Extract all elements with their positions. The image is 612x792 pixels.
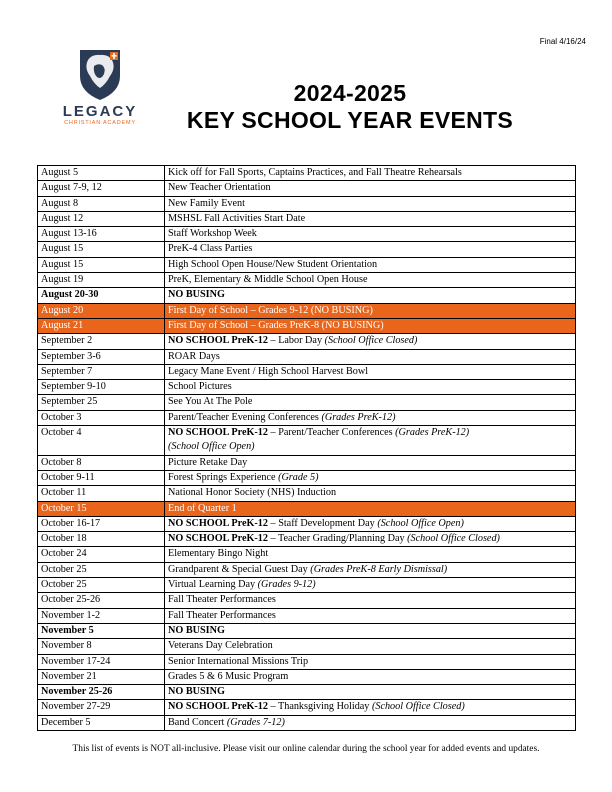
event-date: September 3-6	[38, 349, 165, 364]
event-text: (Grades PreK-8 Early Dismissal)	[310, 563, 448, 575]
event-text: NO SCHOOL PreK-12	[168, 335, 268, 347]
event-description	[165, 318, 576, 333]
event-text: (Grade 5)	[278, 471, 319, 483]
lion-shield-icon	[76, 46, 124, 102]
event-text: NO BUSING	[168, 624, 225, 636]
event-date: September 2	[38, 334, 165, 349]
event-description	[165, 547, 576, 562]
event-date: December 5	[38, 715, 165, 730]
event-text: – Thanksgiving Holiday	[268, 701, 372, 713]
event-description	[165, 700, 576, 715]
event-description	[165, 715, 576, 730]
event-text: Staff Workshop Week	[168, 228, 257, 240]
event-description	[165, 562, 576, 577]
event-description	[165, 685, 576, 700]
event-date: August 15	[38, 257, 165, 272]
event-text: (Grades PreK-12)	[321, 411, 396, 423]
table-row	[38, 470, 576, 485]
event-date: October 9-11	[38, 470, 165, 485]
table-row	[38, 364, 576, 379]
event-date: October 25-26	[38, 593, 165, 608]
event-text: New Family Event	[168, 197, 245, 209]
event-text: (Grades 7-12)	[226, 716, 285, 728]
table-row	[38, 288, 576, 303]
table-row	[38, 532, 576, 547]
event-date: November 8	[38, 639, 165, 654]
event-description	[165, 211, 576, 226]
event-description	[165, 364, 576, 379]
event-description	[165, 196, 576, 211]
event-text: New Teacher Orientation	[168, 182, 271, 194]
event-text: School Pictures	[168, 381, 232, 393]
event-date: September 25	[38, 395, 165, 410]
event-date: August 12	[38, 211, 165, 226]
table-row	[38, 410, 576, 425]
table-row	[38, 562, 576, 577]
event-description	[165, 303, 576, 318]
event-description	[165, 654, 576, 669]
event-text: Virtual Learning Day	[168, 579, 258, 591]
event-description	[165, 288, 576, 303]
event-date: November 21	[38, 669, 165, 684]
event-text: MSHSL Fall Activities Start Date	[168, 212, 306, 224]
event-date: November 25-26	[38, 685, 165, 700]
table-row	[38, 623, 576, 638]
event-description	[165, 608, 576, 623]
event-description	[165, 623, 576, 638]
event-date: October 25	[38, 562, 165, 577]
event-description	[165, 410, 576, 425]
logo-wordmark: LEGACY	[62, 103, 138, 120]
event-description	[165, 349, 576, 364]
table-row	[38, 501, 576, 516]
events-table	[37, 165, 576, 731]
table-row	[38, 211, 576, 226]
event-text: – Teacher Grading/Planning Day	[268, 533, 408, 545]
table-row	[38, 380, 576, 395]
event-date: October 15	[38, 501, 165, 516]
event-text: – Parent/Teacher Conferences	[268, 427, 396, 439]
event-description	[165, 257, 576, 272]
event-description	[165, 395, 576, 410]
page-title	[150, 80, 550, 134]
event-text: NO SCHOOL PreK-12	[168, 517, 268, 529]
event-text: (Grades PreK-12)	[395, 427, 470, 439]
table-row	[38, 455, 576, 470]
event-text: (School Office Open)	[168, 441, 255, 453]
table-row	[38, 654, 576, 669]
event-date: October 25	[38, 578, 165, 593]
table-row	[38, 578, 576, 593]
table-row	[38, 166, 576, 181]
event-description	[165, 380, 576, 395]
event-text: Band Concert	[168, 716, 227, 728]
table-row	[38, 318, 576, 333]
event-description	[165, 593, 576, 608]
table-row	[38, 395, 576, 410]
event-text: Fall Theater Performances	[168, 594, 276, 606]
events-table-body	[38, 166, 576, 731]
event-date: September 9-10	[38, 380, 165, 395]
event-date: August 20	[38, 303, 165, 318]
event-description	[165, 242, 576, 257]
event-text: Kick off for Fall Sports, Captains Practices, and Fall Theatre Rehearsals	[168, 167, 462, 178]
event-date: October 24	[38, 547, 165, 562]
event-text: Grades 5 & 6 Music Program	[168, 670, 289, 682]
table-row	[38, 516, 576, 531]
table-row	[38, 426, 576, 456]
event-description	[165, 334, 576, 349]
event-date: October 3	[38, 410, 165, 425]
event-date: October 16-17	[38, 516, 165, 531]
table-row	[38, 685, 576, 700]
event-description	[165, 669, 576, 684]
event-description	[165, 578, 576, 593]
event-description	[165, 532, 576, 547]
table-row	[38, 334, 576, 349]
event-date: October 18	[38, 532, 165, 547]
table-row	[38, 593, 576, 608]
event-description	[165, 470, 576, 485]
title-year: 2024-2025	[293, 80, 407, 106]
logo-subtitle: CHRISTIAN ACADEMY	[64, 120, 136, 126]
event-text: Picture Retake Day	[168, 456, 248, 468]
table-row	[38, 303, 576, 318]
event-text: (Grades 9-12)	[257, 579, 316, 591]
event-text: (School Office Closed)	[407, 533, 500, 545]
event-date: August 20-30	[38, 288, 165, 303]
table-row	[38, 608, 576, 623]
event-text: Veterans Day Celebration	[168, 640, 273, 652]
table-row	[38, 273, 576, 288]
event-date: October 8	[38, 455, 165, 470]
school-logo	[44, 40, 156, 134]
event-description	[165, 426, 576, 456]
event-text: Forest Springs Experience	[168, 471, 279, 483]
event-text: – Staff Development Day	[268, 517, 378, 529]
table-row	[38, 715, 576, 730]
event-text: (School Office Open)	[377, 517, 464, 529]
event-date: August 13-16	[38, 227, 165, 242]
event-date: October 11	[38, 486, 165, 501]
table-row	[38, 181, 576, 196]
event-text: NO SCHOOL PreK-12	[168, 427, 268, 439]
event-date: August 8	[38, 196, 165, 211]
event-text: NO SCHOOL PreK-12	[168, 533, 268, 545]
event-date: August 5	[38, 166, 165, 181]
event-text: Parent/Teacher Evening Conferences	[168, 411, 322, 423]
title-heading: KEY SCHOOL YEAR EVENTS	[186, 107, 514, 133]
event-text: Senior International Missions Trip	[168, 655, 309, 667]
event-date: August 19	[38, 273, 165, 288]
event-description	[165, 227, 576, 242]
event-date: November 1-2	[38, 608, 165, 623]
table-row	[38, 242, 576, 257]
event-date: August 21	[38, 318, 165, 333]
event-date: November 5	[38, 623, 165, 638]
event-text: PreK, Elementary & Middle School Open House	[168, 274, 368, 286]
event-description	[165, 501, 576, 516]
table-row	[38, 639, 576, 654]
event-text: First Day of School – Grades PreK-8 (NO BUSING)	[168, 319, 384, 331]
event-description	[165, 273, 576, 288]
event-text: Grandparent & Special Guest Day	[168, 563, 311, 575]
event-text: PreK-4 Class Parties	[168, 243, 253, 255]
event-text: Elementary Bingo Night	[168, 548, 269, 560]
event-text: NO SCHOOL PreK-12	[168, 701, 268, 713]
event-description	[165, 516, 576, 531]
event-date: November 27-29	[38, 700, 165, 715]
footer-note: This list of events is NOT all-inclusive. Please visit our online calendar during the school year for added events and updates.	[72, 744, 540, 754]
event-date: November 17-24	[38, 654, 165, 669]
event-text: Fall Theater Performances	[168, 609, 276, 621]
event-text: NO BUSING	[168, 686, 225, 698]
event-text: First Day of School – Grades 9-12 (NO BUSING)	[168, 304, 373, 316]
event-description	[165, 486, 576, 501]
event-text: (School Office Closed)	[371, 701, 465, 713]
table-row	[38, 227, 576, 242]
revision-note: Final 4/16/24	[539, 37, 586, 46]
event-description	[165, 166, 576, 181]
event-description	[165, 455, 576, 470]
table-row	[38, 547, 576, 562]
event-description	[165, 181, 576, 196]
event-text: End of Quarter 1	[168, 502, 237, 514]
event-date: October 4	[38, 426, 165, 456]
event-text: – Labor Day	[268, 335, 325, 347]
event-description	[165, 639, 576, 654]
event-text: High School Open House/New Student Orientation	[168, 258, 378, 270]
table-row	[38, 486, 576, 501]
table-row	[38, 700, 576, 715]
table-row	[38, 349, 576, 364]
event-text: ROAR Days	[168, 350, 220, 362]
event-date: August 7-9, 12	[38, 181, 165, 196]
table-row	[38, 196, 576, 211]
event-text: Legacy Mane Event / High School Harvest Bowl	[168, 365, 369, 377]
table-row	[38, 669, 576, 684]
event-date: August 15	[38, 242, 165, 257]
event-text: National Honor Society (NHS) Induction	[168, 487, 337, 499]
event-text: See You At The Pole	[168, 396, 253, 408]
event-date: September 7	[38, 364, 165, 379]
table-row	[38, 257, 576, 272]
event-text: (School Office Closed)	[324, 335, 418, 347]
event-text: NO BUSING	[168, 289, 225, 301]
